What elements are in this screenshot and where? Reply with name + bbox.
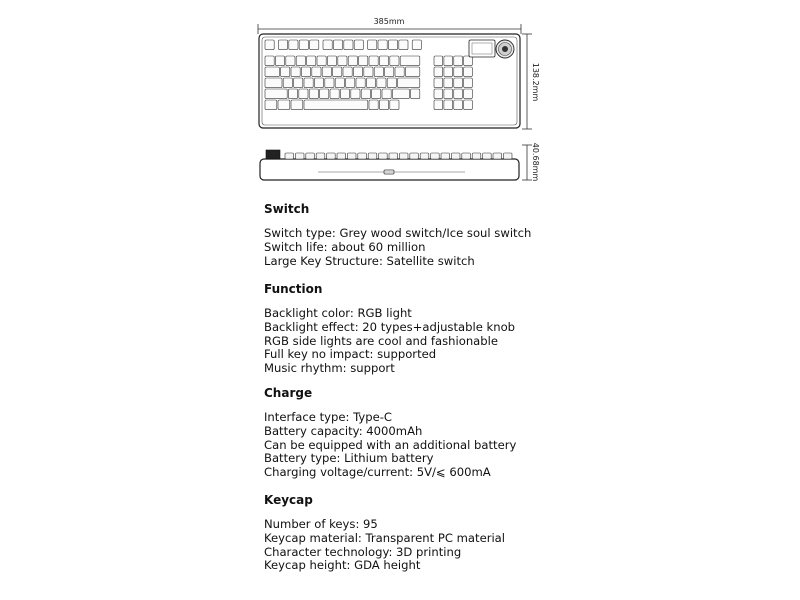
keycap <box>444 67 453 77</box>
spec-line: Interface type: Type-C <box>264 410 392 424</box>
keyboard-dimension-diagram <box>0 0 800 200</box>
keycap <box>359 56 368 66</box>
section-heading: Function <box>264 282 323 296</box>
keycap <box>333 67 342 77</box>
keycap <box>444 100 453 110</box>
keycap <box>327 56 336 66</box>
keycap <box>454 67 463 77</box>
spec-line: Full key no impact: supported <box>264 347 437 362</box>
section-heading: Charge <box>264 386 313 400</box>
keycap <box>333 40 342 50</box>
keycap <box>275 56 284 66</box>
spec-section-switch <box>264 202 531 268</box>
depth-dimension <box>522 145 532 180</box>
spec-line: Can be equipped with an additional battery <box>264 437 517 452</box>
side-keycap <box>399 153 408 159</box>
section-heading: Keycap <box>264 493 313 507</box>
keycap <box>372 89 381 99</box>
keycap <box>395 67 404 77</box>
keycap <box>361 89 370 99</box>
keycap <box>265 67 279 77</box>
spec-line: Keycap height: GDA height <box>264 558 421 573</box>
keycap <box>346 78 355 88</box>
keycap <box>434 56 443 66</box>
keycap <box>412 40 421 50</box>
spec-line: Character technology: 3D printing <box>264 544 462 559</box>
side-keycap <box>483 153 492 159</box>
keycap <box>382 89 391 99</box>
keycap <box>366 78 375 88</box>
keycap <box>390 56 399 66</box>
keycap <box>294 78 303 88</box>
keycap <box>344 40 353 50</box>
keycap <box>369 100 378 110</box>
spec-section-charge <box>264 386 516 480</box>
keycap <box>356 78 365 88</box>
spec-line: RGB side lights are cool and fashionable <box>264 333 498 348</box>
keycap <box>278 40 287 50</box>
side-keycap <box>327 153 336 159</box>
keycap <box>322 67 331 77</box>
spec-line: Battery capacity: 4000mAh <box>264 423 423 438</box>
keycap <box>299 89 308 99</box>
keycap <box>351 89 360 99</box>
section-heading: Switch <box>264 202 310 216</box>
keycap <box>379 56 388 66</box>
keycap <box>288 89 297 99</box>
side-keycap <box>285 153 294 159</box>
spec-line: Charging voltage/current: 5V/⩽ 600mA <box>264 465 491 480</box>
keycap <box>304 78 313 88</box>
keycap <box>291 100 303 110</box>
spec-line: Backlight color: RGB light <box>264 306 412 320</box>
keycap <box>265 89 287 99</box>
keycap <box>434 89 443 99</box>
spec-line: Keycap material: Transparent PC material <box>264 530 506 545</box>
keycap <box>454 78 463 88</box>
keycap <box>296 56 305 66</box>
spec-line: Large Key Structure: Satellite switch <box>264 253 475 268</box>
keycap <box>320 89 329 99</box>
keycap <box>444 89 453 99</box>
side-keycap <box>337 153 346 159</box>
keycap <box>454 89 463 99</box>
keycap <box>385 67 394 77</box>
spec-line: Switch life: about 60 million <box>264 239 426 254</box>
side-keycap <box>306 153 315 159</box>
side-keycap <box>295 153 304 159</box>
side-knob <box>266 150 280 159</box>
keycap <box>299 40 308 50</box>
keycap <box>265 56 274 66</box>
keycap <box>454 56 463 66</box>
keycap <box>353 67 362 77</box>
keycap <box>444 78 453 88</box>
spec-line: Battery type: Lithium battery <box>264 451 434 466</box>
keycap <box>398 78 420 88</box>
keycap <box>392 89 409 99</box>
keycap <box>309 89 318 99</box>
keycap <box>464 89 473 99</box>
keycap <box>464 78 473 88</box>
keycap <box>411 89 420 99</box>
keycap <box>286 56 295 66</box>
keycap <box>464 67 473 77</box>
spec-line: Backlight effect: 20 types+adjustable knob <box>264 319 516 334</box>
keycap <box>374 67 383 77</box>
keycap <box>364 67 373 77</box>
keycap <box>388 40 397 50</box>
keycap <box>301 67 310 77</box>
keycap <box>283 78 292 88</box>
side-keycap <box>358 153 367 159</box>
keyboard-top-view <box>259 34 520 128</box>
keycap <box>330 89 339 99</box>
keycap <box>434 78 443 88</box>
keycap <box>454 100 463 110</box>
keycap <box>289 40 298 50</box>
side-keycap <box>368 153 377 159</box>
keycap <box>400 56 420 66</box>
keycap <box>378 40 387 50</box>
keycap <box>291 67 300 77</box>
keycap <box>317 56 326 66</box>
keycap <box>310 40 319 50</box>
keycap <box>314 78 323 88</box>
spec-line: Switch type: Grey wood switch/Ice soul switch <box>264 226 532 240</box>
height-label: 138.2mm <box>531 62 540 102</box>
keycap <box>265 40 274 50</box>
keycap <box>369 56 378 66</box>
display-screen <box>469 40 495 57</box>
depth-label: 40.68mm <box>531 142 540 182</box>
side-keycap <box>493 153 502 159</box>
keycap <box>387 78 396 88</box>
spec-section-keycap <box>264 493 505 573</box>
keycap <box>354 40 363 50</box>
keycap <box>368 40 377 50</box>
side-keycap <box>410 153 419 159</box>
side-keycap <box>451 153 460 159</box>
keycap <box>281 67 290 77</box>
side-keycap <box>431 153 440 159</box>
keyboard-side-view <box>260 150 519 180</box>
keycap <box>335 78 344 88</box>
keycap <box>343 67 352 77</box>
side-keycap <box>389 153 398 159</box>
side-keycap <box>420 153 429 159</box>
keycap <box>434 67 443 77</box>
keycap <box>312 67 321 77</box>
side-keycap <box>347 153 356 159</box>
keycap <box>323 40 332 50</box>
spec-line: Number of keys: 95 <box>264 517 378 531</box>
side-keycap <box>379 153 388 159</box>
height-dimension <box>522 34 532 129</box>
keycap <box>405 67 419 77</box>
keycap <box>464 100 473 110</box>
knob-icon <box>496 40 514 58</box>
keycap <box>325 78 334 88</box>
keycap <box>444 56 453 66</box>
keycap <box>348 56 357 66</box>
spec-line: Music rhythm: support <box>264 361 395 376</box>
keycap <box>307 56 316 66</box>
side-keycap <box>503 153 512 159</box>
spec-section-function <box>264 282 515 376</box>
side-keycap <box>472 153 481 159</box>
keycap <box>390 100 399 110</box>
keycap <box>278 100 290 110</box>
side-keycap <box>441 153 450 159</box>
side-keycap <box>462 153 471 159</box>
keycap <box>265 100 277 110</box>
keycap <box>399 40 408 50</box>
keycap <box>265 78 282 88</box>
width-label: 385mm <box>373 17 405 26</box>
keycap <box>340 89 349 99</box>
keycap <box>377 78 386 88</box>
keycap <box>379 100 388 110</box>
side-keycap <box>316 153 325 159</box>
keycap <box>464 56 473 66</box>
keycap <box>304 100 368 110</box>
keycap <box>338 56 347 66</box>
keycap <box>434 100 443 110</box>
